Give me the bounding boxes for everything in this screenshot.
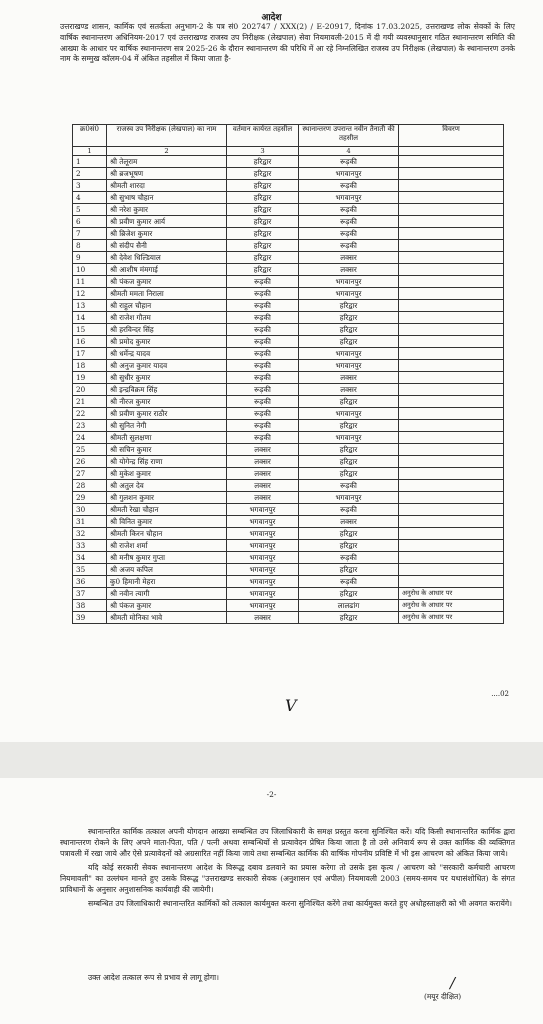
row-new-tehsil: भगवानपुर — [299, 192, 399, 204]
row-name: श्री विनित कुमार — [107, 516, 227, 528]
table-row — [73, 516, 504, 528]
row-current-tehsil: भगवानपुर — [227, 516, 299, 528]
table-row — [73, 612, 504, 624]
row-remarks — [399, 276, 504, 288]
row-new-tehsil: हरिद्वार — [299, 612, 399, 624]
row-new-tehsil: रूड़की — [299, 480, 399, 492]
table-row — [73, 444, 504, 456]
row-remarks — [399, 492, 504, 504]
row-serial: 37 — [73, 588, 107, 600]
row-serial: 24 — [73, 432, 107, 444]
row-new-tehsil: भगवानपुर — [299, 408, 399, 420]
row-new-tehsil: भगवानपुर — [299, 492, 399, 504]
row-new-tehsil: भगवानपुर — [299, 348, 399, 360]
row-remarks — [399, 204, 504, 216]
row-remarks — [399, 180, 504, 192]
row-serial: 5 — [73, 204, 107, 216]
row-name: श्री नवीन त्यागी — [107, 588, 227, 600]
order-intro-paragraph: उत्तराखण्ड शासन, कार्मिक एवं सतर्कता अनुभाग-2 के पत्र सं0 202747 / XXX(2) / E-20917, दिनांक 17.03.2025, उत्तराखण्ड लोक सेवकों के लिए वार्षिक स्थानान्तरण अधिनियम-2017 एवं उत्तराखण्ड राजस्व उप निरीक्षक (लेखपाल) सेवा नियमावली-2015 में दी गयी व्यवस्थानुसार गठित स्थानान्तरण समिति की आख्या के आधार पर वार्षिक स्थानान्तरण सत्र 2025-26 के दौरान स्थानान्तरण की परिधि में आ रहे निम्नलिखित राजस्व उप निरीक्षक (लेखपाल) के स्थानान्तरण उनके नाम के सम्मुख कॉलम-04 में अंकित तहसील में किया जाता है- — [60, 22, 515, 64]
row-name: श्री प्रवीण कुमार आर्य — [107, 216, 227, 228]
table-row — [73, 252, 504, 264]
row-current-tehsil: भगवानपुर — [227, 552, 299, 564]
column-number — [399, 147, 504, 156]
row-current-tehsil: रूड़की — [227, 312, 299, 324]
row-name: श्री सुभाष चौहान — [107, 192, 227, 204]
row-name: श्री राहुल चौहान — [107, 300, 227, 312]
row-current-tehsil: रूड़की — [227, 348, 299, 360]
row-name: श्री हरविन्दर सिंह — [107, 324, 227, 336]
row-new-tehsil: हरिद्वार — [299, 528, 399, 540]
table-row — [73, 576, 504, 588]
row-new-tehsil: हरिद्वार — [299, 396, 399, 408]
table-row — [73, 504, 504, 516]
row-current-tehsil: भगवानपुर — [227, 588, 299, 600]
column-number: 4 — [299, 147, 399, 156]
row-name: श्री योगेन्द्र सिंह राणा — [107, 456, 227, 468]
row-current-tehsil: भगवानपुर — [227, 576, 299, 588]
row-remarks — [399, 384, 504, 396]
row-new-tehsil: रूड़की — [299, 576, 399, 588]
page-number: -2- — [266, 790, 277, 799]
row-new-tehsil: हरिद्वार — [299, 324, 399, 336]
row-name: श्री सुधीर कुमार — [107, 372, 227, 384]
row-new-tehsil: हरिद्वार — [299, 420, 399, 432]
row-remarks — [399, 552, 504, 564]
transfer-table-body — [73, 156, 504, 624]
table-row — [73, 228, 504, 240]
table-row — [73, 276, 504, 288]
header-name: राजस्व उप निरीक्षक (लेखपाल) का नाम — [107, 125, 227, 147]
row-serial: 28 — [73, 480, 107, 492]
row-remarks — [399, 288, 504, 300]
header-new-tehsil: स्थानान्तरण उपरान्त नवीन तैनाती की तहसील — [299, 125, 399, 147]
row-name: श्री देवेश धिल्डियाल — [107, 252, 227, 264]
row-new-tehsil: लक्सर — [299, 252, 399, 264]
row-serial: 3 — [73, 180, 107, 192]
row-current-tehsil: लक्सर — [227, 612, 299, 624]
table-row — [73, 384, 504, 396]
row-name: श्री तेलूराम — [107, 156, 227, 168]
row-current-tehsil: रूड़की — [227, 336, 299, 348]
row-serial: 31 — [73, 516, 107, 528]
row-name: श्री नीरज कुमार — [107, 396, 227, 408]
row-serial: 10 — [73, 264, 107, 276]
row-remarks — [399, 576, 504, 588]
row-new-tehsil: लक्सर — [299, 264, 399, 276]
row-serial: 7 — [73, 228, 107, 240]
row-remarks — [399, 516, 504, 528]
row-new-tehsil: लक्सर — [299, 516, 399, 528]
row-name: श्री सुनित नेगी — [107, 420, 227, 432]
table-row — [73, 360, 504, 372]
row-new-tehsil: रूड़की — [299, 156, 399, 168]
row-new-tehsil: लालढांग — [299, 600, 399, 612]
row-new-tehsil: हरिद्वार — [299, 564, 399, 576]
row-remarks — [399, 360, 504, 372]
row-current-tehsil: रूड़की — [227, 300, 299, 312]
table-row — [73, 528, 504, 540]
table-row — [73, 588, 504, 600]
row-remarks — [399, 300, 504, 312]
row-current-tehsil: हरिद्वार — [227, 216, 299, 228]
row-remarks — [399, 432, 504, 444]
table-row — [73, 552, 504, 564]
row-current-tehsil: हरिद्वार — [227, 180, 299, 192]
row-serial: 23 — [73, 420, 107, 432]
row-remarks — [399, 156, 504, 168]
initial-mark: V — [285, 696, 297, 715]
row-new-tehsil: भगवानपुर — [299, 276, 399, 288]
table-row — [73, 300, 504, 312]
row-serial: 11 — [73, 276, 107, 288]
row-new-tehsil: रूड़की — [299, 228, 399, 240]
row-name: श्रीमती ममता निराला — [107, 288, 227, 300]
row-new-tehsil: रूड़की — [299, 180, 399, 192]
row-name: श्री प्रमोद कुमार — [107, 336, 227, 348]
row-new-tehsil: रूड़की — [299, 216, 399, 228]
row-serial: 14 — [73, 312, 107, 324]
row-remarks — [399, 168, 504, 180]
header-remarks: विवरण — [399, 125, 504, 147]
row-new-tehsil: हरिद्वार — [299, 336, 399, 348]
signature-mark: / — [450, 974, 456, 992]
row-current-tehsil: भगवानपुर — [227, 540, 299, 552]
row-new-tehsil: रूड़की — [299, 504, 399, 516]
row-serial: 17 — [73, 348, 107, 360]
row-name: श्री अजय कपिल — [107, 564, 227, 576]
table-row — [73, 564, 504, 576]
transfer-table — [72, 124, 504, 624]
row-serial: 2 — [73, 168, 107, 180]
signatory-name: (मयूर दीक्षित) — [424, 992, 462, 1001]
row-current-tehsil: भगवानपुर — [227, 600, 299, 612]
row-name: श्री राजेश गौतम — [107, 312, 227, 324]
row-new-tehsil: भगवानपुर — [299, 360, 399, 372]
row-remarks — [399, 216, 504, 228]
row-name: श्रीमती सुलक्षणा — [107, 432, 227, 444]
row-name: श्री संदीप सैनी — [107, 240, 227, 252]
table-row — [73, 600, 504, 612]
row-current-tehsil: भगवानपुर — [227, 504, 299, 516]
row-name: श्रीमती शारदा — [107, 180, 227, 192]
row-current-tehsil: रूड़की — [227, 276, 299, 288]
row-serial: 33 — [73, 540, 107, 552]
row-current-tehsil: लक्सर — [227, 480, 299, 492]
row-serial: 30 — [73, 504, 107, 516]
row-name: श्री प्रवीण कुमार राठौर — [107, 408, 227, 420]
order-body — [60, 826, 515, 912]
row-name: श्री मुकेश कुमार — [107, 468, 227, 480]
row-new-tehsil: रूड़की — [299, 240, 399, 252]
table-header-row — [73, 125, 504, 147]
row-name: श्री नरेश कुमार — [107, 204, 227, 216]
row-serial: 8 — [73, 240, 107, 252]
row-remarks — [399, 408, 504, 420]
row-serial: 25 — [73, 444, 107, 456]
row-name: श्री पंकज कुमार — [107, 600, 227, 612]
row-serial: 13 — [73, 300, 107, 312]
row-name: श्रीमती किरन चौहान — [107, 528, 227, 540]
row-remarks — [399, 240, 504, 252]
row-name: श्री पंकज कुमार — [107, 276, 227, 288]
table-row — [73, 492, 504, 504]
row-serial: 6 — [73, 216, 107, 228]
column-number: 1 — [73, 147, 107, 156]
row-serial: 22 — [73, 408, 107, 420]
effective-order-line: उक्त आदेश तत्काल रूप से प्रभाव से लागू होगा। — [88, 973, 219, 982]
row-current-tehsil: रूड़की — [227, 408, 299, 420]
row-remarks — [399, 396, 504, 408]
row-current-tehsil: हरिद्वार — [227, 168, 299, 180]
row-serial: 36 — [73, 576, 107, 588]
page-gap — [0, 742, 543, 778]
row-new-tehsil: हरिद्वार — [299, 312, 399, 324]
table-row — [73, 396, 504, 408]
table-row — [73, 288, 504, 300]
row-serial: 1 — [73, 156, 107, 168]
table-row — [73, 168, 504, 180]
table-row — [73, 408, 504, 420]
row-serial: 34 — [73, 552, 107, 564]
table-row — [73, 468, 504, 480]
body-paragraph: यदि कोई सरकारी सेवक स्थानान्तरण आदेश के विरूद्ध दबाव डलवाने का प्रयास करेगा तो उसके इस कृत्य / आचरण को "सरकारी कर्मचारी आचरण नियमावली" का उल्लंघन मानते हुए उसके विरूद्ध "उत्तराखण्ड सरकारी सेवक (अनुशासन एवं अपील) नियमावली 2003 (समय-समय पर यथासंशोधित) के संगत प्राविधानों के अनुसार अनुशासनिक कार्यवाही की जायेगी। — [60, 863, 515, 894]
row-serial: 12 — [73, 288, 107, 300]
row-current-tehsil: हरिद्वार — [227, 240, 299, 252]
row-remarks: अनुरोध के आधार पर — [399, 600, 504, 612]
row-name: श्री ब्रिजेश कुमार — [107, 228, 227, 240]
row-serial: 29 — [73, 492, 107, 504]
column-number-row — [73, 147, 504, 156]
row-current-tehsil: हरिद्वार — [227, 228, 299, 240]
row-serial: 19 — [73, 372, 107, 384]
row-remarks — [399, 192, 504, 204]
table-row — [73, 156, 504, 168]
row-serial: 38 — [73, 600, 107, 612]
row-current-tehsil: रूड़की — [227, 288, 299, 300]
row-current-tehsil: हरिद्वार — [227, 156, 299, 168]
row-new-tehsil: हरिद्वार — [299, 468, 399, 480]
row-remarks — [399, 504, 504, 516]
row-serial: 16 — [73, 336, 107, 348]
table-row — [73, 348, 504, 360]
table-row — [73, 192, 504, 204]
row-current-tehsil: रूड़की — [227, 420, 299, 432]
row-remarks — [399, 372, 504, 384]
row-new-tehsil: हरिद्वार — [299, 588, 399, 600]
row-serial: 20 — [73, 384, 107, 396]
row-new-tehsil: हरिद्वार — [299, 456, 399, 468]
table-row — [73, 480, 504, 492]
table-row — [73, 432, 504, 444]
row-remarks — [399, 468, 504, 480]
row-name: श्री मनीष कुमार गुप्ता — [107, 552, 227, 564]
row-current-tehsil: हरिद्वार — [227, 264, 299, 276]
continuation-marker: ....02 — [491, 690, 509, 698]
row-new-tehsil: रूड़की — [299, 552, 399, 564]
row-new-tehsil: रूड़की — [299, 204, 399, 216]
row-remarks — [399, 480, 504, 492]
table-row — [73, 456, 504, 468]
row-current-tehsil: भगवानपुर — [227, 564, 299, 576]
row-name: श्री इन्द्रविक्रम सिंह — [107, 384, 227, 396]
row-current-tehsil: लक्सर — [227, 444, 299, 456]
row-serial: 32 — [73, 528, 107, 540]
table-row — [73, 180, 504, 192]
row-new-tehsil: लक्सर — [299, 384, 399, 396]
row-name: श्री ब्रजभूषण — [107, 168, 227, 180]
row-current-tehsil: लक्सर — [227, 492, 299, 504]
table-row — [73, 240, 504, 252]
row-remarks: अनुरोध के आधार पर — [399, 588, 504, 600]
column-number: 2 — [107, 147, 227, 156]
row-name: श्री अनुज कुमार यादव — [107, 360, 227, 372]
table-row — [73, 372, 504, 384]
row-serial: 4 — [73, 192, 107, 204]
row-remarks — [399, 228, 504, 240]
table-row — [73, 264, 504, 276]
row-serial: 21 — [73, 396, 107, 408]
row-current-tehsil: हरिद्वार — [227, 252, 299, 264]
table-row — [73, 312, 504, 324]
row-remarks — [399, 444, 504, 456]
row-current-tehsil: लक्सर — [227, 468, 299, 480]
row-current-tehsil: हरिद्वार — [227, 192, 299, 204]
table-row — [73, 540, 504, 552]
row-name: श्री धर्मेन्द्र यादव — [107, 348, 227, 360]
row-serial: 35 — [73, 564, 107, 576]
row-current-tehsil: रूड़की — [227, 432, 299, 444]
row-new-tehsil: भगवानपुर — [299, 432, 399, 444]
row-current-tehsil: लक्सर — [227, 456, 299, 468]
table-row — [73, 420, 504, 432]
row-current-tehsil: रूड़की — [227, 372, 299, 384]
row-remarks — [399, 564, 504, 576]
row-current-tehsil: रूड़की — [227, 396, 299, 408]
row-remarks — [399, 528, 504, 540]
body-paragraph: सम्बन्धित उप जिलाधिकारी स्थानान्तरित कार्मिकों को तत्काल कार्यमुक्त करना सुनिश्चित करेंगे तथा कार्यमुक्त करते हुए अधोहस्ताक्षरी को भी अवगत करायेंगे। — [88, 899, 513, 908]
row-new-tehsil: हरिद्वार — [299, 540, 399, 552]
row-new-tehsil: हरिद्वार — [299, 300, 399, 312]
row-remarks — [399, 324, 504, 336]
row-serial: 15 — [73, 324, 107, 336]
row-name: श्री गुलशन कुमार — [107, 492, 227, 504]
table-row — [73, 204, 504, 216]
table-row — [73, 216, 504, 228]
order-page-2 — [0, 778, 543, 1024]
row-name: कु0 हिमानी मेहरा — [107, 576, 227, 588]
row-remarks — [399, 420, 504, 432]
row-name: श्री अतुल देव — [107, 480, 227, 492]
row-name: श्री सचिन कुमार — [107, 444, 227, 456]
order-heading: आदेश — [261, 13, 282, 23]
header-serial: क्र0सं0 — [73, 125, 107, 147]
row-new-tehsil: भगवानपुर — [299, 168, 399, 180]
row-remarks: अनुरोध के आधार पर — [399, 612, 504, 624]
row-name: श्रीमती रेखा चौहान — [107, 504, 227, 516]
column-number: 3 — [227, 147, 299, 156]
row-current-tehsil: भगवानपुर — [227, 528, 299, 540]
header-current-tehsil: वर्तमान कार्यरत तहसील — [227, 125, 299, 147]
row-remarks — [399, 336, 504, 348]
row-new-tehsil: हरिद्वार — [299, 444, 399, 456]
row-name: श्रीमती मोनिका भावे — [107, 612, 227, 624]
row-remarks — [399, 252, 504, 264]
row-new-tehsil: लक्सर — [299, 372, 399, 384]
row-remarks — [399, 456, 504, 468]
row-new-tehsil: भगवानपुर — [299, 288, 399, 300]
body-paragraph: स्थानान्तरित कार्मिक तत्काल अपनी योगदान आख्या सम्बन्धित उप जिलाधिकारी के समक्ष प्रस्तुत करना सुनिश्चित करें। यदि किसी स्थानान्तरित कार्मिक द्वारा स्थानान्तरण रोकने के लिए अपने माता-पिता, पति / पत्नी अथवा सम्बन्धियों से प्रत्यावेदन प्रेषित किया जाता है तो उसे अनिवार्य रूप से उक्त कार्मिक की व्यक्तिगत पत्रावली में रखा जाये और ऐसे प्रत्यावेदनों को अग्रसारित नहीं किया जाये तथा सम्बन्धित कार्मिक की वार्षिक गोपनीय प्रविष्टि में भी इस आचरण को अंकित किया जाये। — [60, 827, 515, 858]
row-current-tehsil: हरिद्वार — [227, 204, 299, 216]
row-remarks — [399, 540, 504, 552]
row-name: श्री राजेश शर्मा — [107, 540, 227, 552]
row-current-tehsil: रूड़की — [227, 324, 299, 336]
row-serial: 27 — [73, 468, 107, 480]
row-serial: 26 — [73, 456, 107, 468]
row-remarks — [399, 348, 504, 360]
row-serial: 9 — [73, 252, 107, 264]
row-name: श्री आशीष मंमगाई — [107, 264, 227, 276]
row-remarks — [399, 312, 504, 324]
row-remarks — [399, 264, 504, 276]
row-current-tehsil: रूड़की — [227, 384, 299, 396]
row-serial: 18 — [73, 360, 107, 372]
table-row — [73, 324, 504, 336]
table-row — [73, 336, 504, 348]
row-current-tehsil: रूड़की — [227, 360, 299, 372]
row-serial: 39 — [73, 612, 107, 624]
